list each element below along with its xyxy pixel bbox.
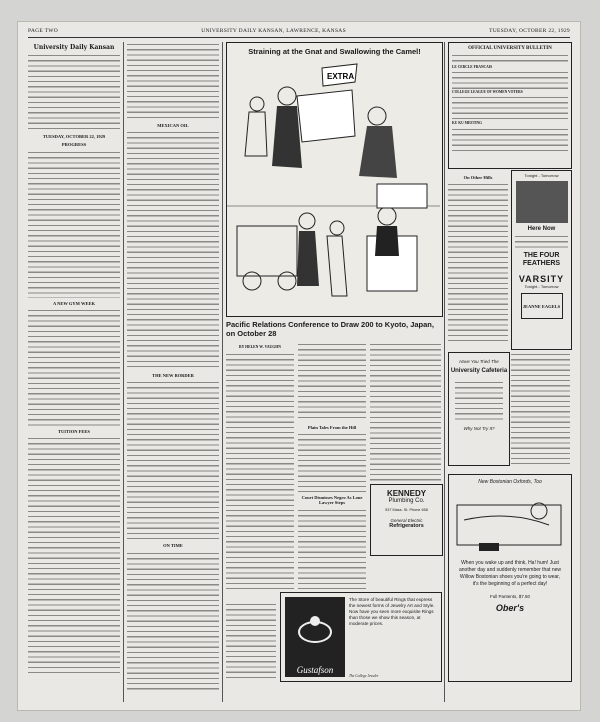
staff-box [28, 53, 120, 131]
kennedy-ge: General Electric [390, 518, 423, 523]
heading-new-gym: A NEW GYM WEEK [53, 300, 95, 306]
editorial-cartoon [226, 42, 443, 317]
varsity-theater-ad [511, 170, 572, 350]
gustafson-ad [280, 592, 442, 682]
header-rule [28, 37, 570, 38]
kennedy-ad [370, 484, 443, 556]
league-text [452, 95, 568, 121]
column-divider [123, 42, 124, 702]
varsity-logo: VARSITY [518, 274, 565, 284]
ring-illustration [285, 597, 345, 677]
kennedy-address: 937 Mass. St. Phone 658 [385, 508, 428, 512]
cafe-question: Have You Tried The [459, 359, 499, 364]
middle-col-c [370, 342, 441, 482]
heading-new-border: THE NEW BORDER [152, 373, 194, 379]
film-still-photo [516, 181, 568, 223]
theater-cast [515, 234, 568, 250]
page-date: TUESDAY, OCTOBER 22, 1929 [489, 28, 570, 34]
on-time-text [127, 551, 219, 691]
cafe-name: University Cafeteria [450, 368, 508, 374]
kennedy-name: KENNEDY [386, 489, 427, 498]
ober-body: When you wake up and think, Ha! hum! Just another day and suddenly remember that new Willow Bostonian shoes you're going to wear, it's the beginning of a perfect day! [458, 560, 561, 587]
plain-tales-text [298, 432, 366, 492]
editorial-column [28, 42, 120, 702]
jeanne-eagels: JEANNE EAGELS [521, 293, 563, 319]
byline: BY HELEN W. VAUGHN [239, 345, 281, 349]
heading-court: Court Dismisses Negro As Lone Lawyer Steps [301, 495, 363, 506]
col2-top-text [127, 42, 219, 120]
bed-illustration [449, 485, 569, 555]
court-text [298, 508, 366, 592]
university-bulletin [448, 42, 572, 169]
ku-text [452, 127, 568, 151]
here-now: Here Now [527, 226, 556, 232]
pacific-headline: Pacific Relations Conference to Draw 200 to Kyoto, Japan, on October 28 [226, 320, 434, 338]
border-text [127, 380, 219, 540]
right-text-col [511, 352, 570, 464]
middle-col-c-text [370, 342, 441, 482]
gustafson-logo: Gustafson [296, 665, 334, 675]
middle-col-a [226, 342, 294, 592]
other-hills-text [448, 182, 508, 342]
column-divider [222, 42, 223, 702]
four-feathers: THE FOUR FEATHERS [522, 252, 561, 267]
date-line: TUESDAY, OCTOBER 22, 1929 [42, 134, 106, 140]
heading-mexican-oil: MEXICAN OIL [157, 123, 189, 128]
mexican-oil-text [127, 130, 219, 370]
gym-text [28, 308, 120, 426]
bulletin-title: OFFICIAL UNIVERSITY BULLETIN [468, 46, 552, 51]
right-text-lines [511, 352, 570, 464]
paper-name: UNIVERSITY DAILY KANSAN, LAWRENCE, KANSAS [201, 28, 346, 34]
heading-ku: KU KU MEETING [452, 121, 482, 126]
ober-heading: New Bostonian Oxfords, Too [478, 479, 542, 485]
gustafson-tag: The College Jeweler [349, 674, 379, 678]
ober-logo: Ober's [495, 603, 525, 613]
editorial-column-2 [127, 42, 219, 702]
heading-league: COLLEGE LEAGUE OF WOMEN VOTERS [452, 90, 523, 95]
tuition-text [28, 436, 120, 676]
ober-price: Full Pantents, $7.50 [489, 594, 531, 599]
extra-label: EXTRA [327, 72, 355, 81]
progress-text [28, 150, 120, 298]
bulletin-intro [452, 53, 568, 65]
pacific-text-2 [298, 342, 366, 422]
kennedy-refrigerators: Refrigerators [389, 523, 424, 529]
bottom-left-lines [226, 602, 276, 682]
cafe-text [455, 380, 503, 420]
cartoon-title: Straining at the Gnat and Swallowing the Camel! [248, 47, 421, 56]
pacific-text [226, 352, 294, 592]
kennedy-sub: Plumbing Co. [388, 498, 425, 504]
page-label: PAGE TWO [28, 28, 59, 34]
page-header [28, 28, 570, 34]
column-divider [444, 42, 445, 702]
cafeteria-ad [448, 352, 510, 466]
heading-progress: PROGRESS [61, 142, 87, 148]
heading-cercle: LE CERCLE FRANCAIS [452, 65, 493, 69]
other-hills-col [448, 182, 508, 342]
cartoon-illustration [227, 56, 440, 311]
theater-tonight: Tonight - Tomorrow [524, 173, 559, 178]
cercle-text [452, 70, 568, 90]
gustafson-text: The Store of beautiful Rings that express the newest forms of Jewelry Art and Style. Now have you seen more exquisite Rings than those we show this season, at moderate prices. [349, 597, 435, 626]
bottom-left-text [226, 602, 276, 682]
obers-ad [448, 474, 572, 682]
newspaper-page [18, 22, 580, 710]
cafe-tag: Why Not Try It? [463, 426, 495, 431]
heading-plain-tales: Plain Tales From the Hill [307, 425, 357, 430]
heading-on-time: ON TIME [163, 543, 183, 549]
theater-tonight-2: Tonight - Tomorrow [524, 284, 559, 289]
masthead: University Daily Kansan [33, 44, 115, 51]
heading-tuition: TUITION FEES [58, 428, 90, 434]
middle-col-b [298, 342, 366, 592]
on-other-hills: On Other Hills [463, 175, 493, 180]
